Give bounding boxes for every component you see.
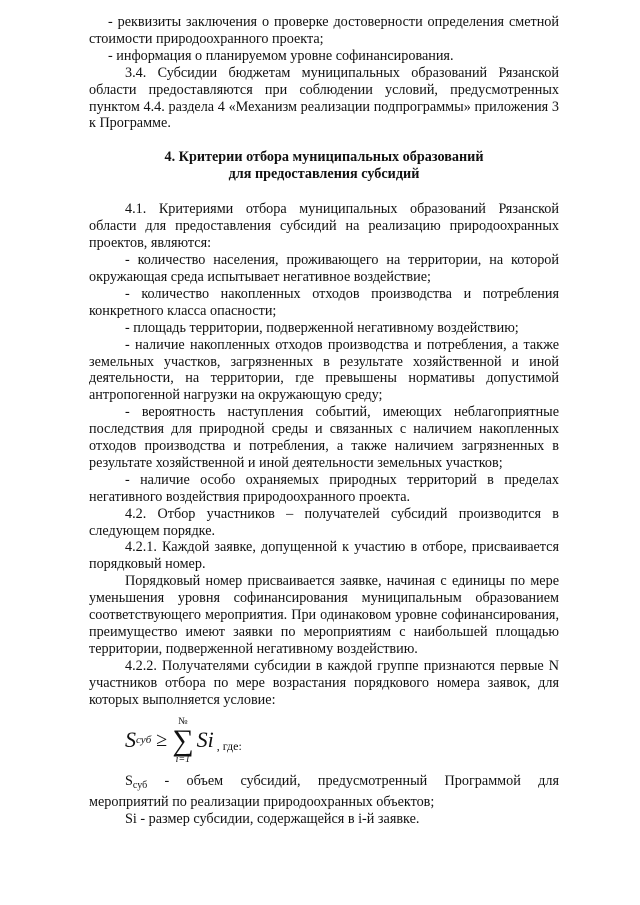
paragraph-m7: - наличие особо охраняемых природных территорий в пределах негативного воздействия природоохранного проекта. [89,471,559,505]
selection-formula [125,713,559,769]
sum-lower-limit: i=1 [175,753,191,765]
paragraph-m10: Порядковый номер присваивается заявке, начиная с единицы по мере уменьшения уровня софинансирования муниципальным образованием соответствующего мероприятия. При одинаковом уровне софинансирования, преимущество имеют заявки по мероприятиям с наибольшей площадью территории, подверженной негативному воздействию. [89,573,559,657]
summation [172,717,193,765]
paragraph-m3: - количество накопленных отходов производства и потребления конкретного класса опасности; [89,285,559,319]
paragraph-t1: - реквизиты заключения о проверке достоверности определения сметной стоимости природоохранного проекта; [89,14,559,47]
definition-text: - объем субсидий, предусмотренный Программой для мероприятий по реализации природоохранных объектов; [89,772,559,811]
paragraph-m5: - наличие накопленных отходов производства и потребления, а также земельных участков, загрязненных в результате хозяйственной и иной деятельности, на территории, где превышены нормативы допустимой антропогенной нагрузки на окружающую среду; [89,336,559,404]
paragraph-m9: 4.2.1. Каждой заявке, допущенной к участию в отборе, присваивается порядковый номер. [89,539,559,573]
paragraph-m11: 4.2.2. Получателями субсидии в каждой группе признаются первые N участников отбора по мере возрастания порядкового номера заявок, для которых выполняется условие: [89,657,559,708]
paragraph-m2: - количество населения, проживающего на территории, на которой окружающая среда испытывает негативное воздействие; [89,252,559,285]
section-heading-line2: для предоставления субсидий [228,166,420,183]
definition-si [89,811,559,828]
definition-s-sub [89,773,559,812]
paragraph-t2: - информация о планируемом уровне софинансирования. [108,47,454,64]
paragraph-m6: - вероятность наступления событий, имеющих неблагоприятные последствия для природной среды и связанных с наличием накопленных отходов производства и потребления, а также наличием загрязненных в результате хозяйственной и иной деятельности земельных участков; [89,404,559,471]
sum-symbol: ∑ [172,723,194,757]
formula-suffix: , где: [216,738,242,753]
definition-term: Si [125,811,137,828]
formula-lhs-subscript: суб [136,734,152,747]
paragraph-m1: 4.1. Критериями отбора муниципальных образований Рязанской области для предоставления субсидий на реализацию природоохранных проектов, являются: [89,201,559,252]
section-heading-line1: 4. Критерии отбора муниципальных образований [164,149,484,166]
paragraph-m8: 4.2. Отбор участников – получателей субсидий производится в следующем порядке. [89,505,559,539]
formula-relation: ≥ [156,729,168,752]
document-page [89,14,559,828]
definition-text: - размер субсидии, содержащейся в i-й заявке. [136,811,420,828]
definition-term: S [125,772,133,789]
definition-term-subscript: суб [132,779,148,791]
formula-lhs: S [125,727,136,753]
formula-rhs: Si [196,727,214,753]
paragraph-t3: 3.4. Субсидии бюджетам муниципальных образований Рязанской области предоставляются при соблюдении условий, предусмотренных пунктом 4.4. раздела 4 «Механизм реализации подпрограммы» приложения 3 к Программе. [89,64,559,132]
sum-upper-limit: № [178,715,188,727]
paragraph-m4: - площадь территории, подверженной негативному воздействию; [125,319,519,336]
